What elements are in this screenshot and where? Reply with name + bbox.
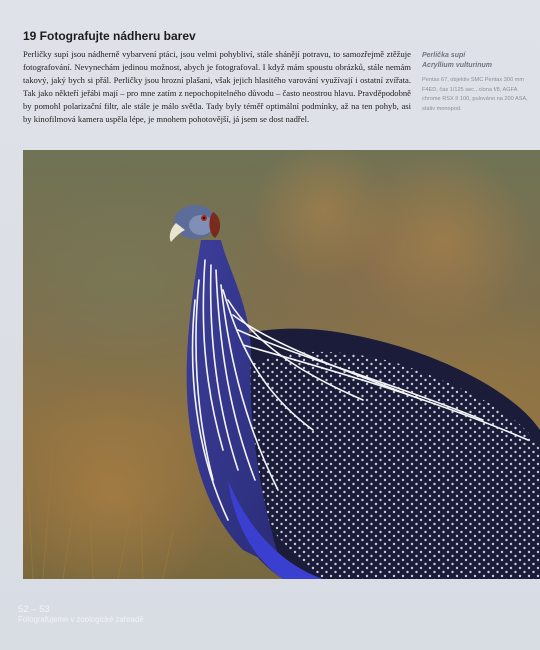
page-numbers: 52 – 53 [18, 604, 50, 615]
section-name: Fotografujeme v zoologické zahradě [18, 615, 144, 624]
caption-camera-details: Pentax 67, objektiv SMC Pentax 300 mm F4ED, čas 1/125 sec., clona f/8, AGFA chrome RSX II 100, pulováno na 200 ASA, stativ monopod. [422, 77, 528, 112]
article-body: Perličky supí jsou nádherně vybarvení ptáci, jsou velmi pohybliví, stále shánějí potravu, to samozřejmě ztěžuje fotografování. Nevynechám jedinou možnost, abych je fotografoval. I když mám spoustu obrázků, stále nemám takový, jaký bych si přál. Perličky jsou hrozní plašani, však jejich hlasitého varování využívají i ostatní zvířata. Tak jako někteří jeřábi mají – pro mne zatím z nepochopitelného důvodu – často neostrou hlavu. Pravděpodobně by pomohl polarizační filtr, ale stále je málo světla. Tady byly téměř optimální podmínky, až na ten pohyb, asi by kinofilmová kamera uspěla lépe, je mnohem pohotovější, já jsem se dost nadřel. [23, 49, 411, 124]
caption-latin-name: Acryllium vulturinum [422, 62, 493, 69]
caption-species-name: Perlička supí [422, 52, 466, 59]
guineafowl-illustration [23, 150, 540, 579]
photo-caption [422, 51, 530, 114]
guineafowl-photo [23, 150, 540, 579]
article-title: 19 Fotografujte nádheru barev [23, 29, 196, 43]
